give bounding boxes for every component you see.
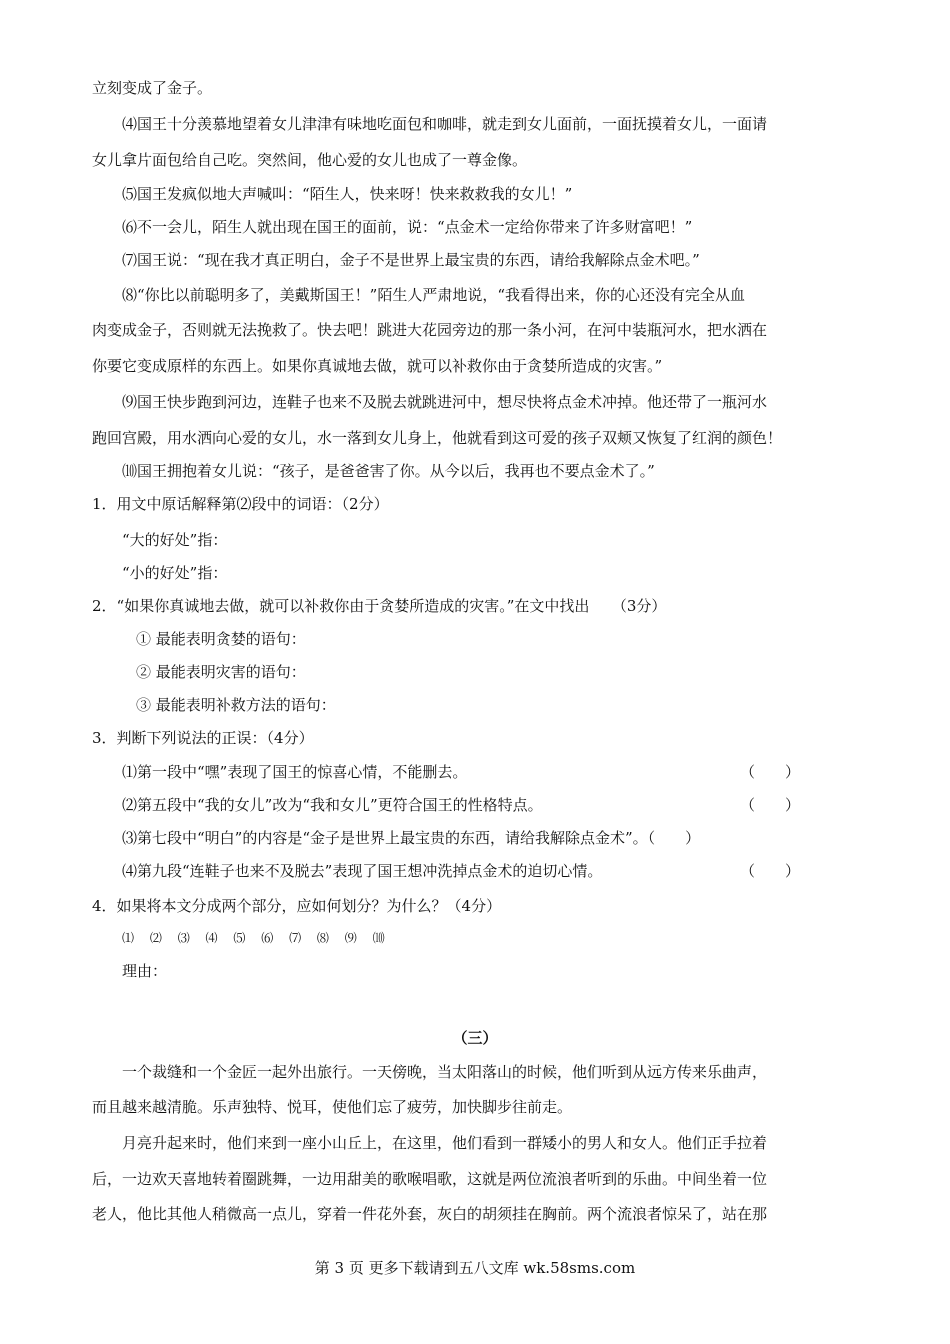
paragraph-number: ⑻	[316, 931, 329, 945]
question-1-big-benefit: “大的好处”指：	[122, 531, 228, 549]
question-3-item-1: ⑴第一段中“嘿”表现了国王的惊喜心情，不能删去。	[122, 763, 468, 781]
story-paragraph-9: ⑼国王快步跑到河边，连鞋子也来不及脱去就跳进河中，想尽快将点金术冲掉。他还带了一瓶河水	[122, 393, 768, 411]
question-4-reason: 理由：	[122, 962, 168, 980]
story-paragraph-8-cont-1: 肉变成金子，否则就无法挽救了。快去吧！跳进大花园旁边的那一条小河，在河中装瓶河水，把水洒在	[92, 321, 768, 339]
paragraph-number: ⑵	[149, 931, 162, 945]
section-heading: （三）	[452, 1029, 498, 1047]
page-footer: 第 3 页 更多下载请到五八文库 wk.58sms.com	[314, 1259, 636, 1277]
section3-paragraph-2-cont-1: 后，一边欢天喜地转着圈跳舞，一边用甜美的歌喉唱歌，这就是两位流浪者听到的乐曲。中间坐着一位	[92, 1170, 768, 1188]
story-paragraph-4-cont: 女儿拿片面包给自己吃。突然间，他心爱的女儿也成了一尊金像。	[92, 151, 528, 169]
paragraph-number: ⑺	[289, 931, 302, 945]
answer-blank-1: （ ）	[740, 763, 801, 781]
story-paragraph-9-cont: 跑回宫殿，用水洒向心爱的女儿，水一落到女儿身上，他就看到这可爱的孩子双颊又恢复了红润的颜色！	[92, 429, 783, 447]
paragraph-number: ⑸	[233, 931, 246, 945]
answer-blank-4: （ ）	[740, 862, 801, 880]
question-3-item-3: ⑶第七段中“明白”的内容是“金子是世界上最宝贵的东西，请给我解除点金术”。（ ）	[122, 829, 701, 847]
story-paragraph-5: ⑸国王发疯似地大声喊叫：“陌生人，快来呀！快来救救我的女儿！”	[122, 185, 573, 203]
question-1: 1．用文中原话解释第⑵段中的词语：（2分）	[92, 495, 389, 513]
paragraph-number: ⑶	[177, 931, 190, 945]
story-paragraph-8-cont-2: 你要它变成原样的东西上。如果你真诚地去做，就可以补救你由于贪婪所造成的灾害。”	[92, 357, 663, 375]
story-paragraph-10: ⑽国王拥抱着女儿说：“孩子，是爸爸害了你。从今以后，我再也不要点金术了。”	[122, 462, 655, 480]
story-paragraph-0-tail: 立刻变成了金子。	[92, 79, 213, 97]
paragraph-number: ⑹	[261, 931, 274, 945]
question-2-item-3: ③ 最能表明补救方法的语句：	[136, 696, 336, 714]
question-4: 4．如果将本文分成两个部分，应如何划分？为什么？（4分）	[92, 897, 502, 915]
question-3: 3．判断下列说法的正误：（4分）	[92, 729, 314, 747]
answer-blank-2: （ ）	[740, 796, 801, 814]
paragraph-number: ⑴	[122, 931, 135, 945]
story-paragraph-8: ⑻“你比以前聪明多了，美戴斯国王！”陌生人严肃地说，“我看得出来，你的心还没有完全从血	[122, 286, 746, 304]
story-paragraph-6: ⑹不一会儿，陌生人就出现在国王的面前，说：“点金术一定给你带来了许多财富吧！”	[122, 218, 693, 236]
paragraph-number: ⑷	[205, 931, 218, 945]
paragraph-number: ⑽	[372, 931, 385, 945]
section3-paragraph-1-cont: 而且越来越清脆。乐声独特、悦耳，使他们忘了疲劳，加快脚步往前走。	[92, 1098, 573, 1116]
question-3-item-4: ⑷第九段“连鞋子也来不及脱去”表现了国王想冲洗掉点金术的迫切心情。	[122, 862, 603, 880]
section3-paragraph-2-cont-2: 老人，他比其他人稍微高一点儿，穿着一件花外套，灰白的胡须挂在胸前。两个流浪者惊呆了，站在那	[92, 1205, 768, 1223]
section3-paragraph-1: 一个裁缝和一个金匠一起外出旅行。一天傍晚，当太阳落山的时候，他们听到从远方传来乐曲声，	[122, 1063, 768, 1081]
question-2-item-2: ② 最能表明灾害的语句：	[136, 663, 306, 681]
question-2: 2．“如果你真诚地去做，就可以补救你由于贪婪所造成的灾害。”在文中找出 （3分）	[92, 597, 667, 615]
story-paragraph-4: ⑷国王十分羡慕地望着女儿津津有味地吃面包和咖啡，就走到女儿面前，一面抚摸着女儿，一面请	[122, 115, 768, 133]
question-2-item-1: ① 最能表明贪婪的语句：	[136, 630, 306, 648]
story-paragraph-7: ⑺国王说：“现在我才真正明白，金子不是世界上最宝贵的东西，请给我解除点金术吧。”	[122, 251, 700, 269]
paragraph-number: ⑼	[344, 931, 357, 945]
section3-paragraph-2: 月亮升起来时，他们来到一座小山丘上，在这里，他们看到一群矮小的男人和女人。他们正手拉着	[122, 1134, 768, 1152]
question-4-paragraph-numbers	[122, 928, 397, 948]
question-3-item-2: ⑵第五段中“我的女儿”改为“我和女儿”更符合国王的性格特点。	[122, 796, 543, 814]
question-1-small-benefit: “小的好处”指：	[122, 564, 228, 582]
